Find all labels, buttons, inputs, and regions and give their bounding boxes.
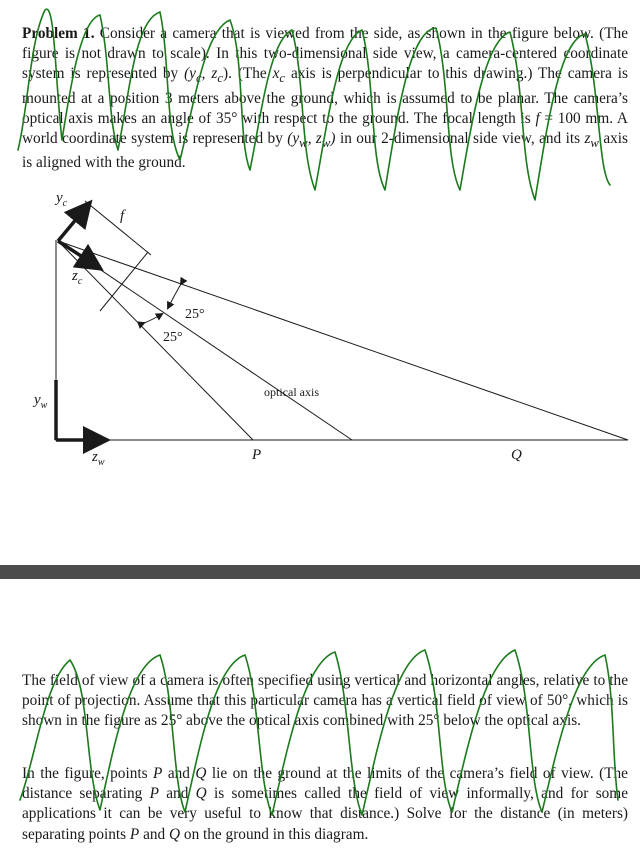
focal-length-line bbox=[85, 201, 151, 255]
p3-text: and bbox=[162, 765, 196, 782]
p1-math: (y bbox=[287, 130, 300, 148]
angle-arc-lower bbox=[144, 314, 162, 323]
yw-label: $y_w$ bbox=[34, 392, 48, 411]
section-divider bbox=[0, 565, 640, 579]
p1-text: axis is aligned with the ground. bbox=[22, 130, 628, 172]
p1-math: ) bbox=[330, 130, 336, 148]
p3-text: In the figure, points bbox=[22, 765, 153, 782]
p1-text: (The bbox=[231, 65, 273, 83]
ray-lower bbox=[58, 241, 253, 440]
p3-text: on the ground in this diagram. bbox=[180, 825, 369, 843]
p1-sub: c bbox=[279, 71, 286, 86]
p1-text: Consider a camera that is viewed from the side, as shown in the figure below. (The figure is not drawn to scale). In this two-dimensional side view, a camera-centered coordinate system is represented by bbox=[22, 25, 628, 83]
angle-arc-upper bbox=[168, 284, 181, 308]
p1-math: , z bbox=[201, 65, 218, 83]
p1-math: x bbox=[272, 65, 280, 83]
p3-text: lie on the ground at the limits of the camera’s field of view. (The distance separating bbox=[22, 765, 628, 803]
p1-sub: w bbox=[321, 136, 331, 151]
problem-paragraph-1 bbox=[22, 24, 628, 174]
p3-math: Q bbox=[195, 785, 207, 803]
p1-text: axis is perpendicular to this drawing.) The camera is mounted at a position 3 meters above the ground, which is assumed to be planar. The camera’s optical axis makes an angle of 35° with respect to the ground. The focal length is bbox=[22, 65, 628, 127]
p1-text: in our 2-dimensional side view, and its bbox=[335, 130, 585, 148]
p1-sub: w bbox=[299, 136, 308, 151]
p3-math: Q bbox=[195, 765, 207, 782]
p1-math: f bbox=[535, 109, 540, 127]
image-plane-line bbox=[100, 252, 148, 311]
p3-math: P bbox=[149, 785, 159, 803]
p1-sub: c bbox=[217, 71, 223, 86]
p1-math: (y bbox=[184, 65, 196, 83]
p1-sub: w bbox=[590, 136, 599, 151]
p1-text: = 100 mm. A world coordinate system is represented by bbox=[22, 109, 628, 148]
p1-math: , z bbox=[307, 130, 322, 148]
p3-math: P bbox=[129, 825, 140, 843]
point-p-label: P bbox=[252, 447, 262, 463]
p1-text: ). bbox=[223, 65, 232, 83]
focal-length-label: f bbox=[120, 208, 125, 224]
point-q-label: Q bbox=[511, 447, 522, 463]
angle-lower-label: 25° bbox=[163, 330, 183, 345]
angle-upper-label: 25° bbox=[185, 307, 205, 322]
optical-axis-line bbox=[58, 241, 352, 440]
p3-text: and bbox=[158, 785, 196, 803]
p3-text: and bbox=[139, 825, 170, 843]
problem-paragraph-3 bbox=[22, 764, 628, 845]
p3-math: Q bbox=[169, 825, 181, 843]
p1-math: z bbox=[584, 130, 591, 148]
ray-upper bbox=[58, 241, 628, 440]
p1-sub: c bbox=[195, 71, 202, 86]
p3-text: is sometimes called the field of view informally, and for some applications it can be very useful to know that distance.) Solve for the distance (in meters) separating points bbox=[22, 785, 628, 843]
p3-math: P bbox=[153, 765, 163, 782]
problem-paragraph-2: The field of view of a camera is often specified using vertical and horizontal angles, relative to the point of projection. Assume that this particular camera has a vertical field of view of 50°, which is shown in the figure as 25° above the optical axis combined with 25° below the optical axis. bbox=[22, 672, 628, 730]
zw-label: $z_w$ bbox=[92, 449, 105, 468]
yc-label: $y_c$ bbox=[56, 190, 68, 209]
problem-heading: Problem 1. bbox=[22, 25, 95, 42]
camera-y-axis bbox=[58, 205, 88, 241]
camera-diagram bbox=[0, 180, 640, 480]
zc-label: $z_c$ bbox=[72, 268, 83, 287]
optical-axis-label: optical axis bbox=[264, 385, 319, 399]
